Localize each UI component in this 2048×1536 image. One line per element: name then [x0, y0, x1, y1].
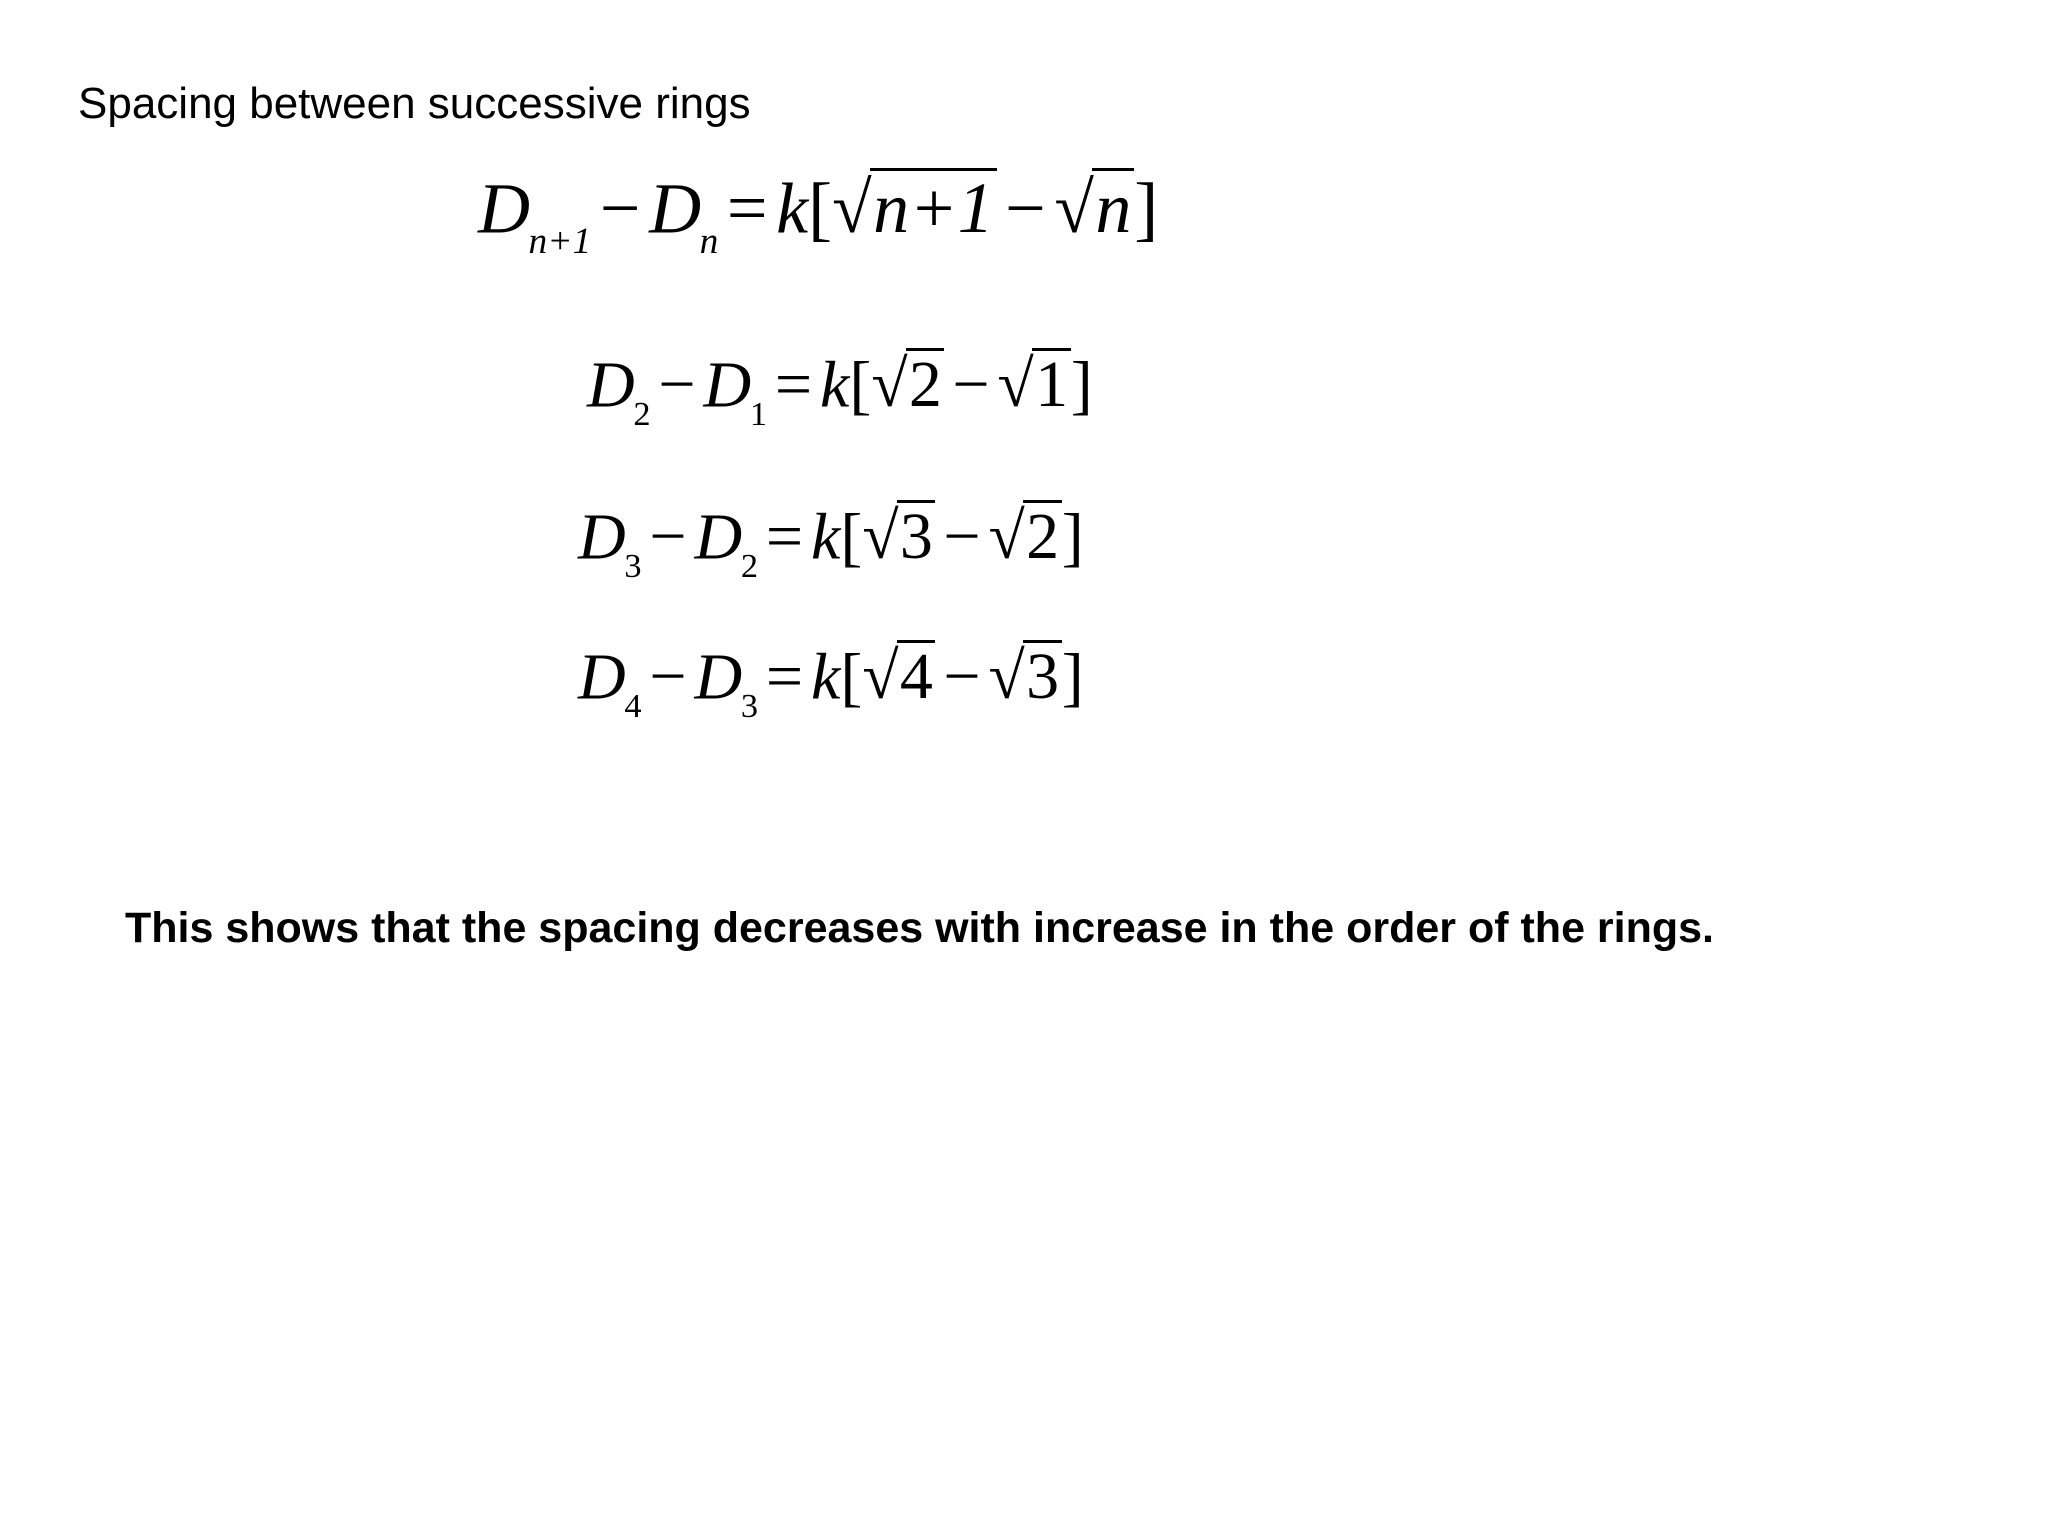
minus-sign: −: [649, 500, 687, 574]
minus-sign: −: [1005, 168, 1046, 249]
radicand: 2: [1023, 500, 1061, 570]
sqrt: [997, 348, 1071, 422]
sqrt: [862, 500, 935, 574]
minus-sign: −: [943, 640, 981, 714]
minus-sign: −: [952, 348, 990, 422]
var-d: D: [478, 168, 530, 249]
subscript: [700, 221, 719, 262]
subscript: 3: [740, 687, 758, 726]
radicand: 4: [897, 640, 935, 710]
minus-sign: −: [599, 168, 641, 249]
var-d: D: [703, 348, 752, 422]
close-bracket: ]: [1061, 640, 1084, 714]
equation-row-2: [578, 500, 1084, 586]
equation-row-1: [587, 348, 1093, 434]
var-d: D: [694, 640, 743, 714]
var-k: k: [811, 640, 841, 714]
conclusion-text: This shows that the spacing decreases with increase in the order of the rings.: [125, 904, 1715, 952]
radical-sign: √: [988, 500, 1025, 574]
open-bracket: [: [840, 500, 863, 574]
var-d: D: [694, 500, 743, 574]
close-bracket: ]: [1070, 348, 1093, 422]
minus-sign: −: [943, 500, 981, 574]
sqrt: [988, 640, 1062, 714]
radical-sign: √: [997, 348, 1034, 422]
minus-sign: −: [658, 348, 696, 422]
equals-sign: =: [765, 640, 804, 714]
radicand: n+1: [870, 168, 996, 244]
open-bracket: [: [840, 640, 863, 714]
radical-sign: √: [871, 348, 908, 422]
minus-sign: −: [649, 640, 687, 714]
equals-sign: =: [774, 348, 813, 422]
radical-sign: √: [1054, 168, 1094, 249]
sqrt: [862, 640, 935, 714]
var-d: D: [578, 640, 626, 714]
var-k: k: [820, 348, 850, 422]
radical-sign: √: [832, 168, 872, 249]
var-d: D: [649, 168, 702, 249]
subscript-text: n: [699, 221, 719, 263]
open-bracket: [: [849, 348, 872, 422]
radicand: 2: [906, 348, 944, 418]
sqrt: [988, 500, 1062, 574]
close-bracket: ]: [1134, 168, 1159, 249]
equation-general: [478, 168, 1159, 263]
var-d: D: [578, 500, 626, 574]
radicand: 1: [1032, 348, 1070, 418]
radical-sign: √: [862, 500, 899, 574]
sqrt: [832, 168, 996, 249]
var-k: k: [776, 168, 809, 249]
subscript: 1: [749, 395, 767, 434]
subscript: 2: [740, 547, 758, 586]
subscript: 2: [633, 395, 651, 434]
open-bracket: [: [808, 168, 833, 249]
subscript-text: n+1: [528, 221, 592, 263]
var-d: D: [587, 348, 635, 422]
subscript: 4: [624, 687, 642, 726]
radicand: n: [1092, 168, 1134, 244]
subscript: 3: [624, 547, 642, 586]
equals-sign: =: [726, 168, 768, 249]
sqrt: [1054, 168, 1134, 249]
radicand: 3: [1023, 640, 1061, 710]
radicand: 3: [897, 500, 935, 570]
radical-sign: √: [862, 640, 899, 714]
var-k: k: [811, 500, 841, 574]
sqrt: [871, 348, 944, 422]
equation-row-3: [578, 640, 1084, 726]
subscript: [529, 221, 592, 262]
heading: Spacing between successive rings: [78, 79, 751, 128]
equals-sign: =: [765, 500, 804, 574]
radical-sign: √: [988, 640, 1025, 714]
close-bracket: ]: [1061, 500, 1084, 574]
